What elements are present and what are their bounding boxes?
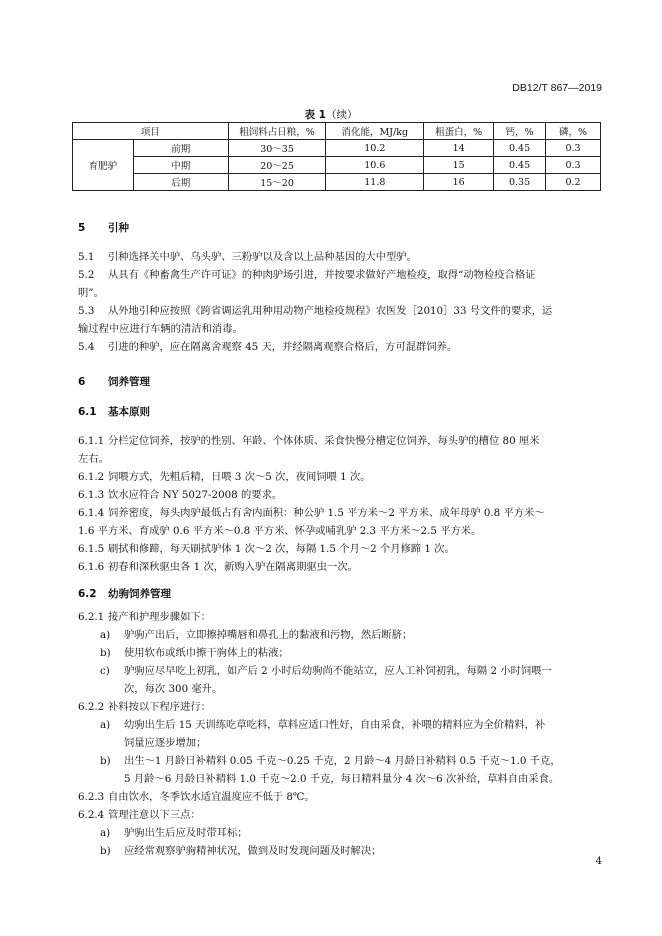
- stage-cell: 前期: [133, 140, 228, 157]
- clause-5-3: [78, 302, 600, 338]
- list-text: 使用软布或纸巾擦干驹体上的粘液；: [124, 647, 289, 659]
- clause-text: 补料按以下程序进行：: [108, 701, 211, 713]
- clause-number: 5.1: [78, 251, 95, 263]
- list-text-continued: 5 月龄～6 月龄日补精料 1.0 千克～2.0 千克，每日精料量分 4 次～6 次补给，草料自由采食。: [124, 773, 560, 785]
- clause-text: 从外地引种应按照《跨省调运乳用种用动物产地检疫规程》农医发［2010］33 号文件的要求，运: [108, 305, 553, 317]
- list-text: 幼驹出生后 15 天训练吃草吃料，草料应适口性好，自由采食，补喂的精料应为全价精料，补: [124, 719, 546, 731]
- list-text: 应经常观察驴驹精神状况，做到及时发现问题及时解决；: [124, 845, 382, 857]
- clause-text: 管理注意以下三点：: [108, 809, 201, 821]
- clause-number: 6.1.2: [78, 471, 105, 483]
- clause-text: 初春和深秋驱虫各 1 次，新购入驴在隔离期驱虫一次。: [108, 561, 358, 573]
- clause-number: 6.1.5: [78, 543, 105, 555]
- list-item: [100, 752, 600, 788]
- clause-number: 5.4: [78, 341, 95, 353]
- clause-text-continued: 1.6 平方米、育成驴 0.6 平方米～0.8 平方米、怀孕或哺乳驴 2.3 平方米～2.5 平方米。: [78, 525, 482, 537]
- table-cell: 10.6: [326, 157, 424, 174]
- list-text: 驴驹产出后，立即擦掉嘴唇和鼻孔上的黏液和污物，然后断脐；: [124, 629, 413, 641]
- table-cell: 15～20: [228, 174, 326, 191]
- list-text: 驴驹应尽早吃上初乳，如产后 2 小时后幼驹尚不能站立，应人工补饲初乳，每隔 2 小时饲喂一: [124, 665, 552, 677]
- list-text-continued: 次，每次 300 毫升。: [124, 683, 223, 695]
- clause-6-2-3: [78, 788, 600, 806]
- clause-6-2-2: [78, 698, 600, 716]
- list-item: [100, 662, 600, 698]
- table-cell: 0.45: [494, 140, 546, 157]
- list-item: [100, 824, 600, 842]
- table-cell: 20～25: [228, 157, 326, 174]
- clause-text-continued: 左右。: [78, 453, 109, 465]
- section-number: 6: [78, 376, 86, 388]
- list-label: a): [100, 719, 111, 731]
- section-title: 引种: [108, 222, 129, 234]
- stage-cell: 中期: [133, 157, 228, 174]
- list-item: [100, 716, 600, 752]
- list-text-continued: 饲量应逐步增加；: [124, 737, 207, 749]
- clause-text: 分栏定位饲养，按驴的性别、年龄、个体体质、采食快慢分槽定位饲养，每头驴的槽位 80 厘米: [108, 435, 540, 447]
- table-header-cell: 消化能，MJ/kg: [326, 123, 424, 140]
- table-row: [73, 174, 601, 191]
- clause-number: 6.1.1: [78, 435, 105, 447]
- subsection-number: 6.2: [78, 588, 97, 600]
- subsection-number: 6.1: [78, 406, 97, 418]
- clause-5-1: [78, 248, 600, 266]
- table-header-cell: 项目: [73, 123, 229, 140]
- section-number: 5: [78, 222, 86, 234]
- clause-6-1-4: [78, 504, 600, 540]
- table-row: [73, 157, 601, 174]
- nutrition-table: [72, 122, 601, 191]
- clause-5-2: [78, 266, 600, 302]
- table-cell: 16: [424, 174, 494, 191]
- table-header-cell: 粗饲料占日粮，%: [228, 123, 326, 140]
- table-header-cell: 钙，%: [494, 123, 546, 140]
- clause-number: 6.1.4: [78, 507, 105, 519]
- clause-text: 饲养密度，每头肉驴最低占有舍内面积：种公驴 1.5 平方米～2 平方米、成年母驴 0.8 平方米～: [108, 507, 545, 519]
- clause-5-4: [78, 338, 600, 356]
- clause-6-1-3: [78, 486, 600, 504]
- list-text: 出生～1 月龄日补精料 0.05 千克～0.25 千克，2 月龄～4 月龄日补精料 0.5 千克～1.0 千克，: [124, 755, 561, 767]
- table-header-row: [73, 123, 601, 140]
- clause-6-1-6: [78, 558, 600, 576]
- table-cell: 14: [424, 140, 494, 157]
- clause-6-1-1: [78, 432, 600, 468]
- list-label: a): [100, 827, 111, 839]
- table-cell: 0.35: [494, 174, 546, 191]
- subsection-6-1-heading: [78, 404, 150, 419]
- clause-text: 饮水应符合 NY 5027-2008 的要求。: [108, 489, 283, 501]
- clause-number: 6.2.4: [78, 809, 105, 821]
- table-title: [0, 107, 662, 122]
- list-label: b): [100, 845, 111, 857]
- clause-text: 自由饮水，冬季饮水适宜温度应不低于 8℃。: [108, 791, 315, 803]
- list-label: a): [100, 629, 111, 641]
- clause-text: 引种选择关中驴、乌头驴、三粉驴以及含以上品种基因的大中型驴。: [108, 251, 417, 263]
- table-row: [73, 140, 601, 157]
- clause-text-continued: 明”。: [78, 287, 104, 299]
- clause-number: 6.2.1: [78, 611, 105, 623]
- clause-text: 接产和护理步骤如下：: [108, 611, 211, 623]
- clause-number: 5.2: [78, 269, 95, 281]
- clause-number: 5.3: [78, 305, 95, 317]
- clause-number: 6.2.2: [78, 701, 105, 713]
- clause-number: 6.1.3: [78, 489, 105, 501]
- table-cell: 0.3: [546, 157, 601, 174]
- list-item: [100, 842, 600, 860]
- clause-number: 6.1.6: [78, 561, 105, 573]
- clause-text: 引进的种驴，应在隔离舍观察 45 天，并经隔离观察合格后，方可混群饲养。: [108, 341, 458, 353]
- clause-6-2-4: [78, 806, 600, 824]
- clause-text-continued: 输过程中应进行车辆的清洁和消毒。: [78, 323, 243, 335]
- table-title-label: 表 1: [304, 109, 326, 121]
- list-item: [100, 626, 600, 644]
- clause-text: 饲喂方式，先粗后精，日喂 3 次～5 次，夜间饲喂 1 次。: [108, 471, 371, 483]
- list-label: b): [100, 647, 111, 659]
- table-cell: 10.2: [326, 140, 424, 157]
- clause-text: 刷拭和修蹄，每天刷拭驴体 1 次～2 次，每隔 1.5 个月～2 个月修蹄 1 次。: [108, 543, 455, 555]
- table-cell: 11.8: [326, 174, 424, 191]
- table-cell: 15: [424, 157, 494, 174]
- subsection-6-2-heading: [78, 586, 171, 601]
- list-item: [100, 644, 600, 662]
- subsection-title: 幼驹饲养管理: [108, 588, 171, 600]
- clause-text: 从具有《种畜禽生产许可证》的种肉驴场引进，并按要求做好产地检疫，取得“动物检疫合格证: [108, 269, 536, 281]
- table-cell: 0.2: [546, 174, 601, 191]
- table-title-suffix: （续）: [325, 109, 358, 121]
- stage-cell: 后期: [133, 174, 228, 191]
- table-cell: 0.3: [546, 140, 601, 157]
- table-header-cell: 磷，%: [546, 123, 601, 140]
- table-cell: 30～35: [228, 140, 326, 157]
- clause-6-1-2: [78, 468, 600, 486]
- page-number: 4: [595, 856, 602, 867]
- section-5-heading: [78, 220, 129, 235]
- list-label: c): [100, 665, 110, 677]
- clause-6-2-1: [78, 608, 600, 626]
- clause-6-1-5: [78, 540, 600, 558]
- clause-number: 6.2.3: [78, 791, 105, 803]
- subsection-title: 基本原则: [108, 406, 150, 418]
- section-title: 饲养管理: [108, 376, 150, 388]
- group-label-cell: 育肥驴: [73, 140, 134, 191]
- list-label: b): [100, 755, 111, 767]
- document-code: DB12/T 867—2019: [512, 82, 602, 94]
- table-cell: 0.45: [494, 157, 546, 174]
- table-header-cell: 粗蛋白，%: [424, 123, 494, 140]
- section-6-heading: [78, 374, 150, 389]
- list-text: 驴驹出生后应及时带耳标；: [124, 827, 248, 839]
